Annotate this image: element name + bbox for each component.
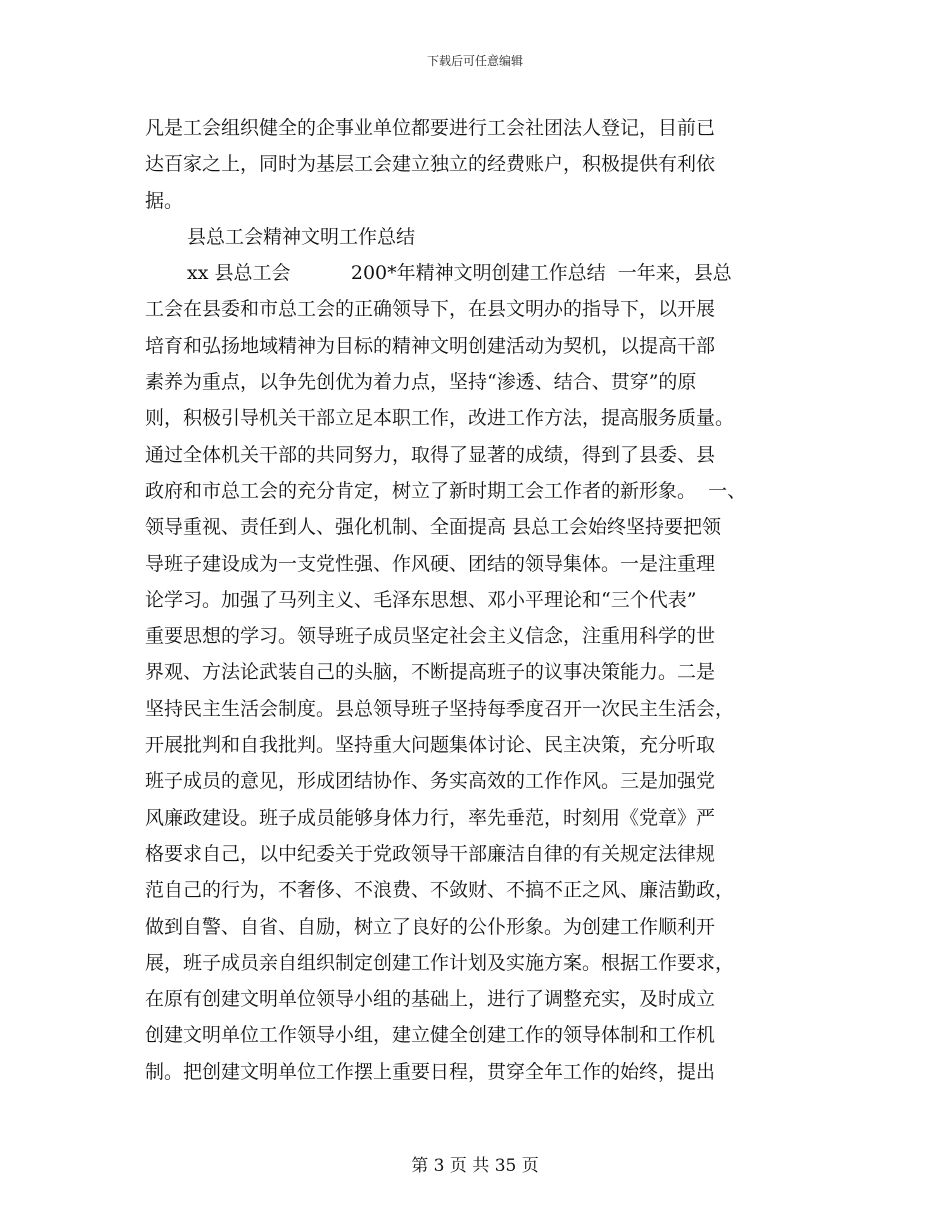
body-line: 凡是工会组织健全的企事业单位都要进行工会社团法人登记，目前已 — [145, 117, 716, 139]
body-line: 论学习。加强了马列主义、毛泽东思想、邓小平理论和“三个代表” — [145, 588, 697, 611]
body-line: 展，班子成员亲自组织制定创建工作计划及实施方案。根据工作要求， — [145, 951, 735, 974]
body-line: 达百家之上，同时为基层工会建立独立的经费账户，积极提供有利依 — [145, 153, 716, 176]
page-header-note: 下载后可任意编辑 — [426, 54, 523, 68]
body-line: 导班子建设成为一支党性强、作风硬、团结的领导集体。一是注重理 — [145, 552, 716, 575]
page-number: 第 3 页 共 35 页 — [411, 1156, 539, 1176]
body-line: 坚持民主生活会制度。县总领导班子坚持每季度召开一次民主生活会， — [145, 697, 735, 720]
body-line: 培育和弘扬地域精神为目标的精神文明创建活动为契机，以提高干部 — [145, 334, 716, 357]
body-line: 据。 — [145, 189, 184, 212]
body-line: 素养为重点，以争先创优为着力点，坚持“渗透、结合、贯穿”的原 — [145, 371, 697, 394]
body-line: 在原有创建文明单位领导小组的基础上，进行了调整充实，及时成立 — [145, 988, 716, 1011]
body-line: 则，积极引导机关干部立足本职工作，改进工作方法，提高服务质量。 — [145, 407, 735, 430]
body-line: 格要求自己，以中纪委关于党政领导干部廉洁自律的有关规定法律规 — [145, 842, 716, 865]
body-line: xx 县总工会 200*年精神文明创建工作总结 一年来，县总 — [187, 262, 732, 285]
body-line: 重要思想的学习。领导班子成员坚定社会主义信念，注重用科学的世 — [145, 625, 716, 648]
body-line: 创建文明单位工作领导小组，建立健全创建工作的领导体制和工作机 — [145, 1024, 716, 1047]
body-line: 制。把创建文明单位工作摆上重要日程，贯穿全年工作的始终，提出 — [145, 1060, 716, 1083]
body-line: 工会在县委和市总工会的正确领导下，在县文明办的指导下，以开展 — [145, 298, 716, 321]
body-line: 做到自警、自省、自励，树立了良好的公仆形象。为创建工作顺利开 — [145, 915, 716, 938]
body-line: 界观、方法论武装自己的头脑，不断提高班子的议事决策能力。二是 — [145, 661, 716, 684]
body-line: 开展批判和自我批判。坚持重大问题集体讨论、民主决策，充分听取 — [145, 734, 716, 757]
body-line: 风廉政建设。班子成员能够身体力行，率先垂范，时刻用《党章》严 — [145, 806, 716, 829]
section-title: 县总工会精神文明工作总结 — [187, 225, 416, 248]
body-line: 领导重视、责任到人、强化机制、全面提高 县总工会始终坚持要把领 — [145, 516, 722, 539]
body-line: 通过全体机关干部的共同努力，取得了显著的成绩，得到了县委、县 — [145, 443, 716, 466]
document-body — [145, 110, 805, 1090]
body-line: 班子成员的意见，形成团结协作、务实高效的工作作风。三是加强党 — [145, 770, 716, 793]
body-line: 政府和市总工会的充分肯定，树立了新时期工会工作者的新形象。 一、 — [145, 479, 747, 502]
body-line: 范自己的行为，不奢侈、不浪费、不敛财、不搞不正之风、廉洁勤政， — [145, 879, 735, 902]
